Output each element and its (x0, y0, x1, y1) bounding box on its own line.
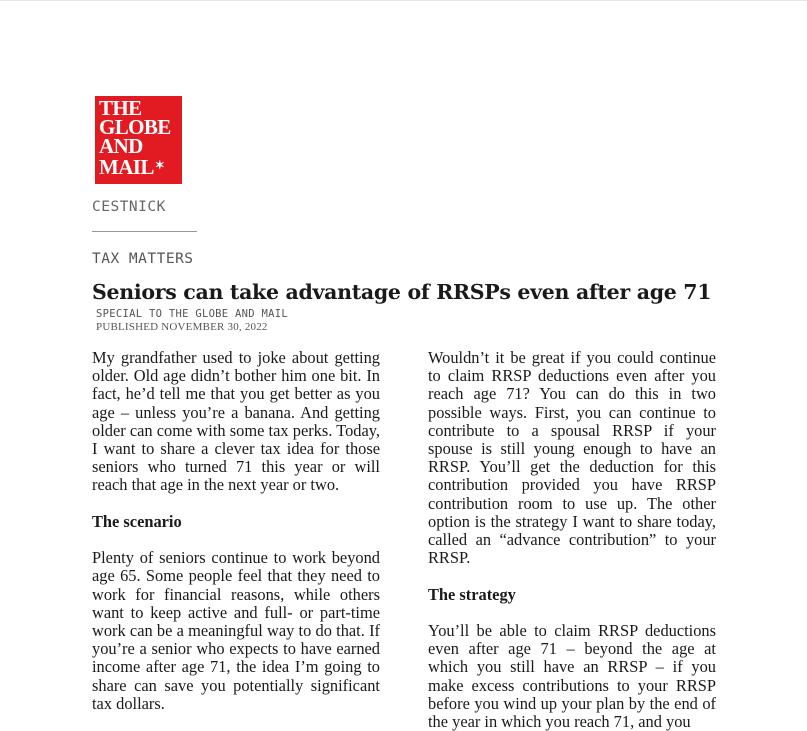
logo-line-and: AND (99, 134, 143, 158)
logo-line-globe: GLOBE (99, 115, 171, 139)
article-column-left (92, 349, 380, 731)
paragraph-strategy: You’ll be able to claim RRSP deductions even after age 71 – beyond the age at which you still have an RRSP – if you make excess contributions to your RRSP before you wind up your plan by the end of the year in which you reach 71, and you (428, 621, 716, 731)
paragraph-intro: My grandfather used to joke about getting older. Old age didn’t bother him one bit. In fact, he’d tell me that you get better as you age – unless you’re a banana. And getting older can come with some tax perks. Today, I want to share a clever tax idea for those seniors who turned 71 this year or will reach that age in the next year or two. (92, 348, 380, 495)
globe-and-mail-logo (95, 96, 182, 184)
paragraph-scenario: Plenty of seniors continue to work beyond age 65. Some people feel that they need to work for financial reasons, while others want to keep active and full- or part-time work can be a meaningful way to do that. If you’re a senior who expects to have earned income after age 71, the idea I’m going to share can save you potentially significant tax dollars. (92, 548, 380, 713)
maple-leaf-icon: ✶ (154, 158, 165, 172)
logo-mail-text: MAIL (99, 155, 154, 179)
column-name: CESTNICK (92, 199, 166, 215)
article-column-right (428, 349, 716, 731)
section-label: TAX MATTERS (92, 251, 194, 267)
subheading-strategy: The strategy (428, 584, 516, 604)
subheading-scenario: The scenario (92, 511, 182, 531)
byline: SPECIAL TO THE GLOBE AND MAIL (96, 308, 289, 320)
logo-line-mail (99, 156, 182, 177)
article-headline: Seniors can take advantage of RRSPs even after age 71 (92, 280, 712, 304)
divider-rule (92, 231, 197, 232)
paragraph-rrsp-deductions: Wouldn’t it be great if you could continue to claim RRSP deductions even after you reach age 71? You can do this in two possible ways. First, you can continue to contribute to a spousal RRSP if your spouse is still young enough to have an RRSP. You’ll get the deduction for this contribution provided you have RRSP contribution room to use up. The other option is the strategy I want to share today, called an “advance contribution” to your RRSP. (428, 348, 716, 568)
logo-line-the: THE (99, 96, 142, 120)
published-date: PUBLISHED NOVEMBER 30, 2022 (96, 321, 268, 333)
top-border (0, 0, 807, 1)
